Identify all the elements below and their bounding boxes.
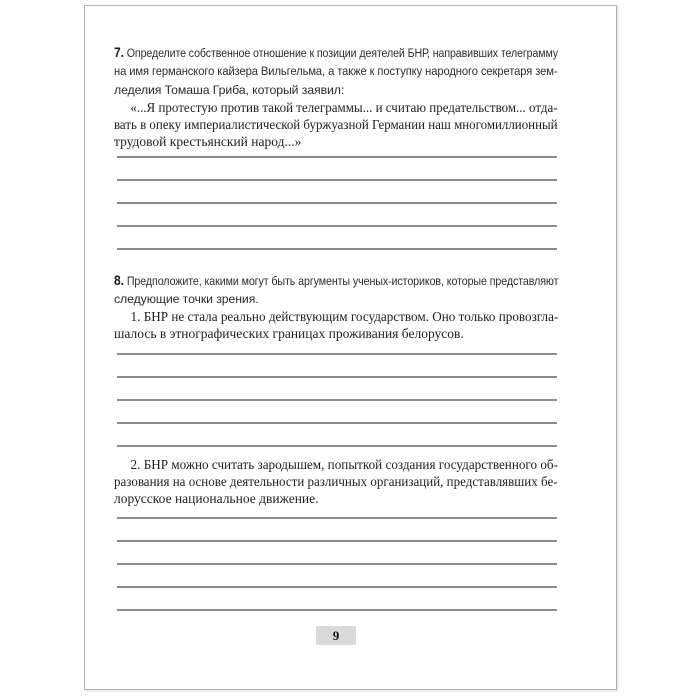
answer-line (117, 517, 557, 519)
answer-line (117, 586, 557, 588)
answer-line (117, 376, 557, 378)
exercise-7-prompt (114, 43, 558, 99)
quote-line: «...Я протестую против такой телеграммы... и считаю предательством... отда- (130, 100, 558, 115)
exercise-8-number: 8. (114, 272, 124, 288)
answer-line (117, 202, 557, 204)
viewpoint-line: лорусское национальное движение. (114, 490, 319, 506)
workbook-page (84, 5, 617, 690)
exercise-7-number: 7. (114, 44, 124, 60)
answer-line (117, 225, 557, 227)
answer-line (117, 179, 557, 181)
prompt-line (114, 43, 559, 62)
answer-line (117, 445, 557, 447)
exercise-8-viewpoint-1 (114, 308, 558, 342)
answer-line (117, 563, 557, 565)
prompt-line-text: Предположите, какими могут быть аргументы ученых-историков, которые представляют (126, 274, 559, 288)
prompt-line (114, 271, 559, 290)
viewpoint-line: 2. БНР можно считать зародышем, попыткой создания государственного об- (130, 457, 559, 472)
exercise-7-quote (114, 100, 558, 151)
exercise-8-prompt (114, 271, 558, 309)
answer-line (117, 540, 557, 542)
answer-lines-section-3 (114, 517, 558, 632)
answer-line (117, 156, 557, 158)
exercise-8-viewpoint-2 (114, 457, 558, 508)
answer-line (117, 353, 557, 355)
prompt-line: леделия Томаша Гриба, который заявил: (114, 82, 345, 97)
answer-line (117, 248, 557, 250)
answer-lines-section-2 (114, 353, 558, 468)
prompt-line-text: Определите собственное отношение к позиции деятелей БНР, направивших телеграмму (126, 46, 559, 60)
prompt-line: следующие точки зрения. (114, 292, 259, 307)
page-number-badge: 9 (316, 626, 356, 645)
answer-line (117, 422, 557, 424)
viewpoint-line: 1. БНР не стала реально действующим государством. Оно только провозгла- (130, 309, 559, 324)
quote-line: трудовой крестьянский народ...» (114, 133, 302, 149)
prompt-line: на имя германского кайзера Вильгельма, а также к поступку народного секретаря зем- (114, 64, 558, 79)
answer-line (117, 609, 557, 611)
viewpoint-line: шалось в этнографических границах проживания белорусов. (114, 326, 464, 341)
answer-line (117, 399, 557, 401)
page-content (114, 6, 558, 689)
answer-lines-section-1 (114, 156, 558, 271)
viewpoint-line: разования на основе деятельности различных организаций, представлявших бе- (114, 473, 558, 489)
quote-line: вать в опеку империалистической буржуазной Германии наш многомиллионный (114, 116, 558, 132)
